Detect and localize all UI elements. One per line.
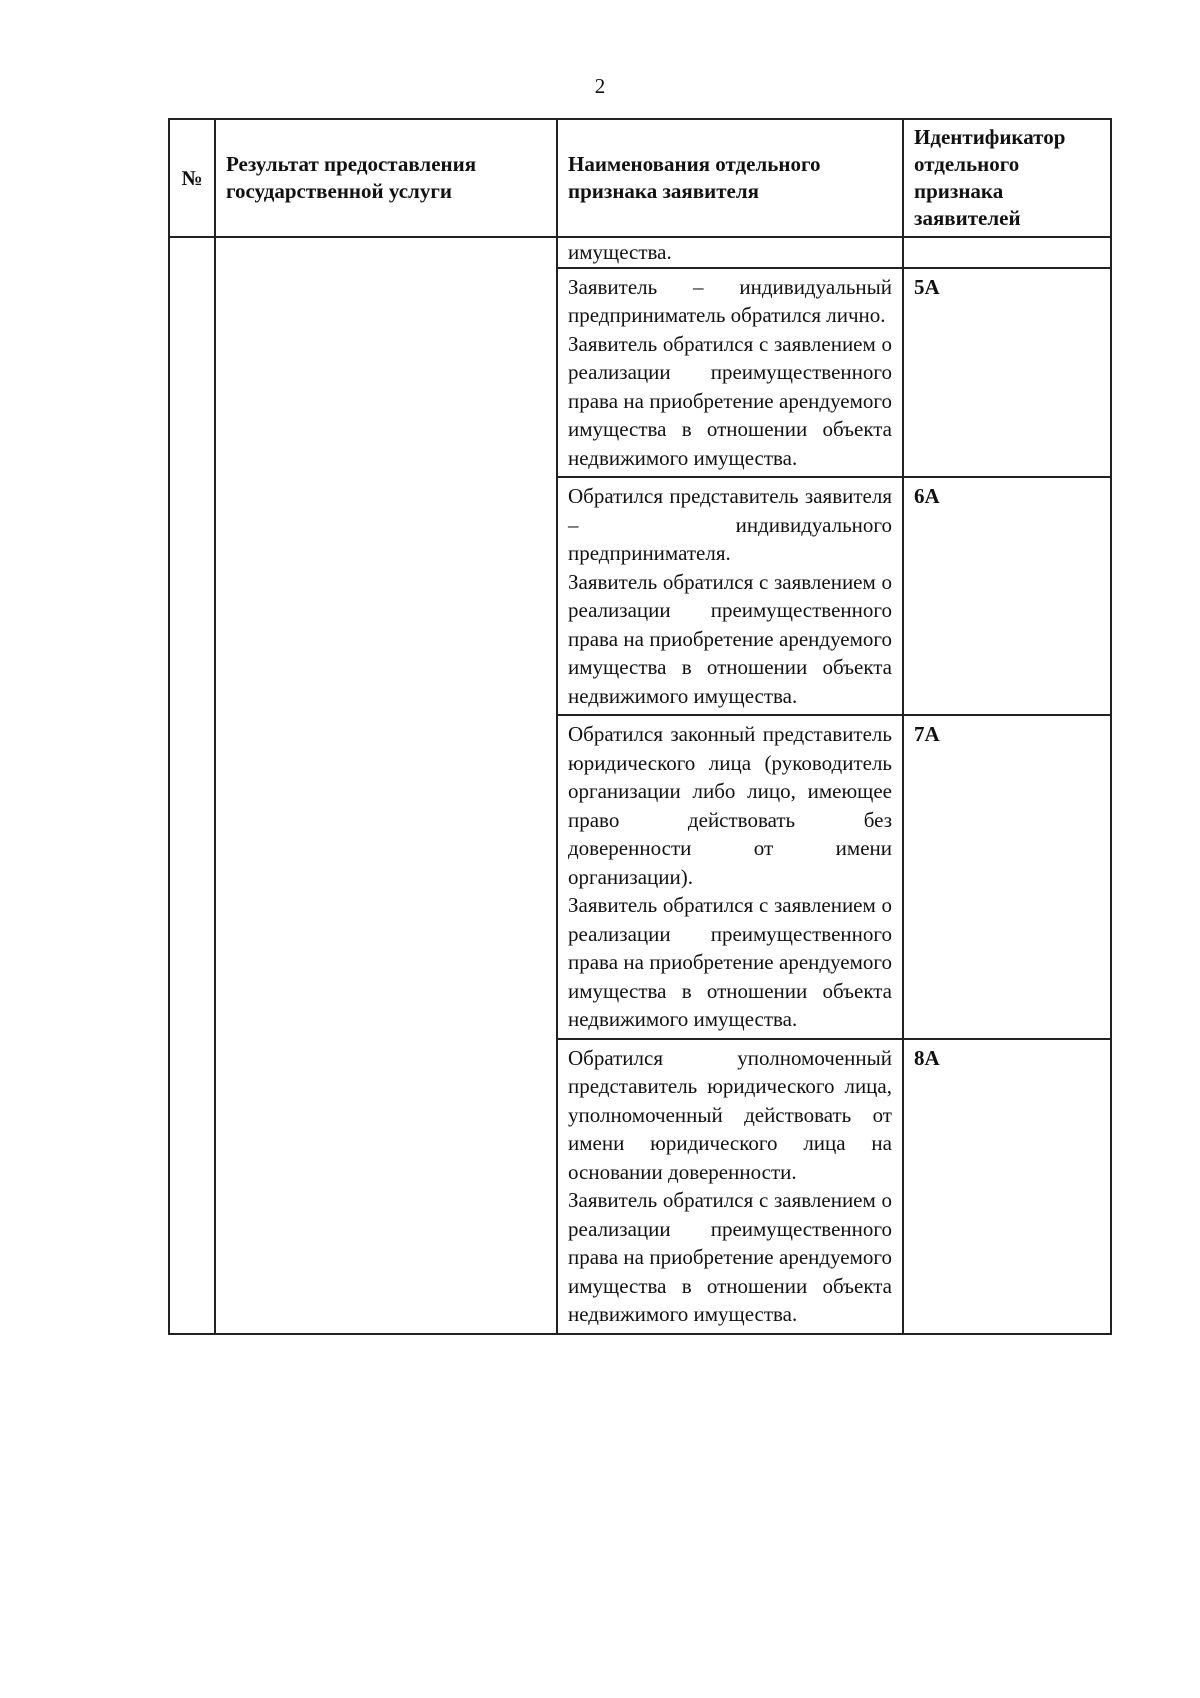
application-description: Заявитель обратился с заявлением о реализации преимущественного права на приобретение арендуемого имущества в отношении объекта недвижимого имущества.	[568, 893, 892, 1031]
applicant-description: Обратился законный представитель юридического лица (руководитель организации либо лицо, имеющее право действовать без доверенности от имени организации).	[568, 722, 892, 889]
result-cell	[215, 237, 557, 1334]
applicant-description: Обратился представитель заявителя – индивидуального предпринимателя.	[568, 484, 892, 565]
identifier-cell: 6А	[903, 477, 1111, 715]
header-result: Результат предоставления государственной услуги	[215, 119, 557, 237]
table-header-row	[169, 119, 1111, 237]
applicant-feature-cell	[557, 715, 903, 1039]
application-description: Заявитель обратился с заявлением о реализации преимущественного права на приобретение арендуемого имущества в отношении объекта недвижимого имущества.	[568, 569, 892, 708]
header-identifier: Идентификатор отдельного признака заявителей	[903, 119, 1111, 237]
applicant-description: Заявитель – индивидуальный предприниматель обратился лично.	[568, 274, 892, 327]
number-cell	[169, 237, 215, 1334]
applicant-description: Обратился уполномоченный представитель юридического лица, уполномоченный действовать от имени юридического лица на основании доверенности.	[568, 1045, 892, 1184]
application-description: Заявитель обратился с заявлением о реализации преимущественного права на приобретение арендуемого имущества в отношении объекта недвижимого имущества.	[568, 331, 892, 470]
identifier-cell: 5А	[903, 268, 1111, 478]
table-row	[169, 237, 1111, 268]
applicant-feature-cell	[557, 268, 903, 478]
continuation-id-cell	[903, 237, 1111, 268]
continuation-cell: имущества.	[557, 237, 903, 268]
identifier-cell: 8А	[903, 1039, 1111, 1334]
identifier-cell: 7А	[903, 715, 1111, 1039]
header-name: Наименования отдельного признака заявителя	[557, 119, 903, 237]
application-description: Заявитель обратился с заявлением о реализации преимущественного права на приобретение арендуемого имущества в отношении объекта недвижимого имущества.	[568, 1188, 892, 1326]
header-number: №	[169, 119, 215, 237]
page-number: 2	[594, 74, 606, 98]
applicant-feature-cell	[557, 477, 903, 715]
applicant-feature-cell	[557, 1039, 903, 1334]
applicant-criteria-table	[168, 118, 1112, 1335]
